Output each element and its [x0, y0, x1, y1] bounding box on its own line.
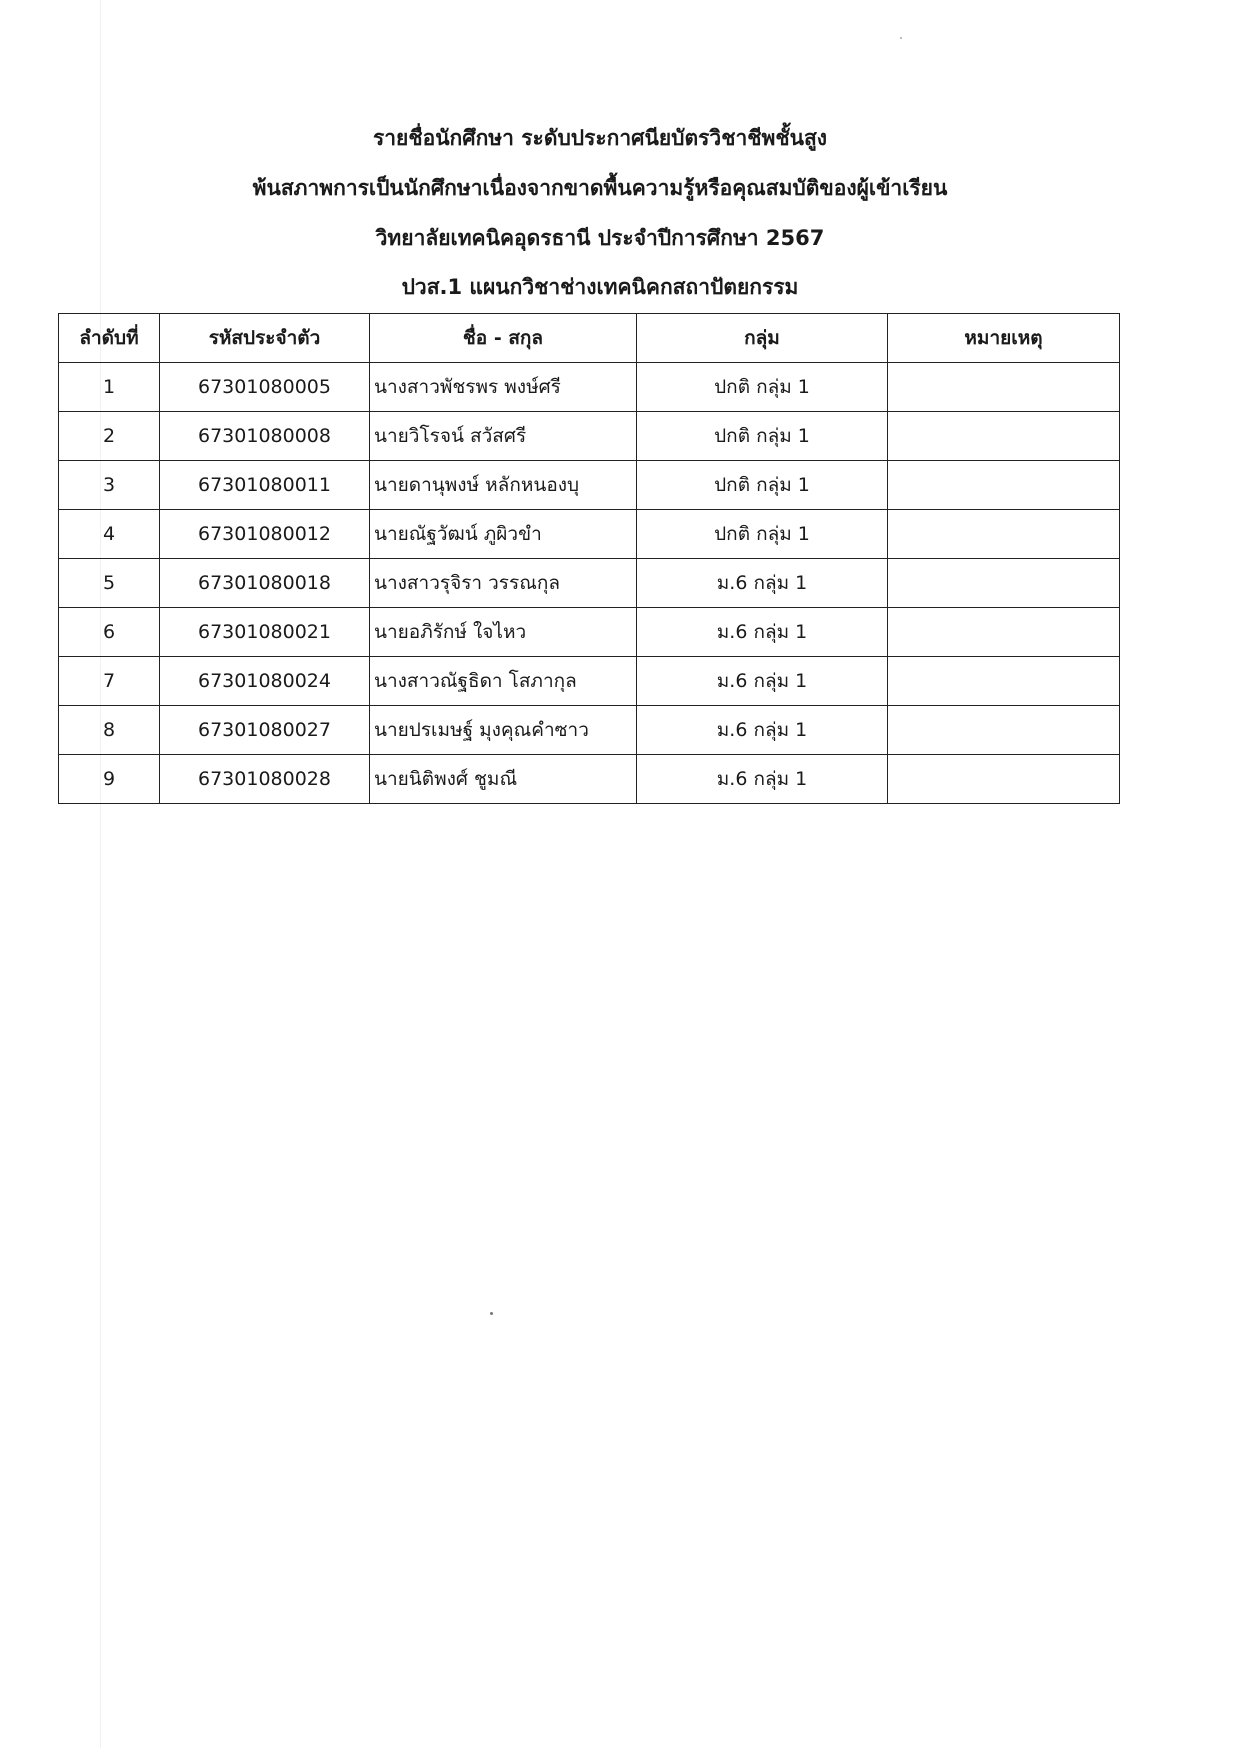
row-name: นายณัฐวัฒน์ ภูผิวขำ — [370, 510, 637, 559]
row-remark — [888, 755, 1120, 804]
row-group: ม.6 กลุ่ม 1 — [637, 608, 888, 657]
row-student-id: 67301080028 — [160, 755, 370, 804]
row-student-id: 67301080021 — [160, 608, 370, 657]
document-subtitle: พ้นสภาพการเป็นนักศึกษาเนื่องจากขาดพื้นความรู้หรือคุณสมบัติของผู้เข้าเรียน — [252, 176, 948, 200]
table-row — [59, 363, 1120, 412]
row-remark — [888, 412, 1120, 461]
row-student-id: 67301080008 — [160, 412, 370, 461]
row-no: 6 — [59, 608, 160, 657]
row-name: นายปรเมษฐ์ มุงคุณคำซาว — [370, 706, 637, 755]
row-name: นางสาวพัชรพร พงษ์ศรี — [370, 363, 637, 412]
row-group: ปกติ กลุ่ม 1 — [637, 363, 888, 412]
header-remark: หมายเหตุ — [888, 314, 1120, 363]
row-student-id: 67301080024 — [160, 657, 370, 706]
table-row — [59, 412, 1120, 461]
scan-speck — [490, 1312, 493, 1315]
row-no: 8 — [59, 706, 160, 755]
table-row — [59, 755, 1120, 804]
table-header-row — [59, 314, 1120, 363]
scan-speck — [900, 37, 902, 39]
row-remark — [888, 657, 1120, 706]
header-name: ชื่อ - สกุล — [370, 314, 637, 363]
row-remark — [888, 608, 1120, 657]
row-remark — [888, 461, 1120, 510]
row-name: นายดานุพงษ์ หลักหนองบุ — [370, 461, 637, 510]
row-name: นายวิโรจน์ สวัสศรี — [370, 412, 637, 461]
scan-edge-shadow — [100, 0, 101, 1748]
table-row — [59, 608, 1120, 657]
row-no: 5 — [59, 559, 160, 608]
row-group: ม.6 กลุ่ม 1 — [637, 657, 888, 706]
row-remark — [888, 363, 1120, 412]
row-no: 2 — [59, 412, 160, 461]
row-name: นางสาวรุจิรา วรรณกุล — [370, 559, 637, 608]
program-department: ปวส.1 แผนกวิชาช่างเทคนิคกสถาปัตยกรรม — [401, 275, 799, 299]
row-group: ปกติ กลุ่ม 1 — [637, 412, 888, 461]
table-row — [59, 706, 1120, 755]
row-student-id: 67301080011 — [160, 461, 370, 510]
row-student-id: 67301080005 — [160, 363, 370, 412]
table-row — [59, 559, 1120, 608]
row-group: ปกติ กลุ่ม 1 — [637, 461, 888, 510]
row-no: 7 — [59, 657, 160, 706]
document-title: รายชื่อนักศึกษา ระดับประกาศนียบัตรวิชาชีพชั้นสูง — [372, 126, 828, 150]
row-no: 4 — [59, 510, 160, 559]
row-no: 9 — [59, 755, 160, 804]
table-row — [59, 657, 1120, 706]
row-group: ม.6 กลุ่ม 1 — [637, 755, 888, 804]
row-group: ม.6 กลุ่ม 1 — [637, 559, 888, 608]
row-student-id: 67301080018 — [160, 559, 370, 608]
row-no: 3 — [59, 461, 160, 510]
row-name: นายนิติพงศ์ ชูมณี — [370, 755, 637, 804]
college-academic-year: วิทยาลัยเทคนิคอุดรธานี ประจำปีการศึกษา 2567 — [375, 226, 825, 250]
header-no: ลำดับที่ — [59, 314, 160, 363]
row-student-id: 67301080027 — [160, 706, 370, 755]
row-remark — [888, 706, 1120, 755]
row-name: นางสาวณัฐธิดา โสภากุล — [370, 657, 637, 706]
row-group: ปกติ กลุ่ม 1 — [637, 510, 888, 559]
header-student-id: รหัสประจำตัว — [160, 314, 370, 363]
header-group: กลุ่ม — [637, 314, 888, 363]
student-table — [58, 313, 1120, 804]
row-remark — [888, 559, 1120, 608]
row-group: ม.6 กลุ่ม 1 — [637, 706, 888, 755]
row-name: นายอภิรักษ์ ใจไหว — [370, 608, 637, 657]
row-no: 1 — [59, 363, 160, 412]
row-remark — [888, 510, 1120, 559]
row-student-id: 67301080012 — [160, 510, 370, 559]
table-row — [59, 461, 1120, 510]
table-row — [59, 510, 1120, 559]
